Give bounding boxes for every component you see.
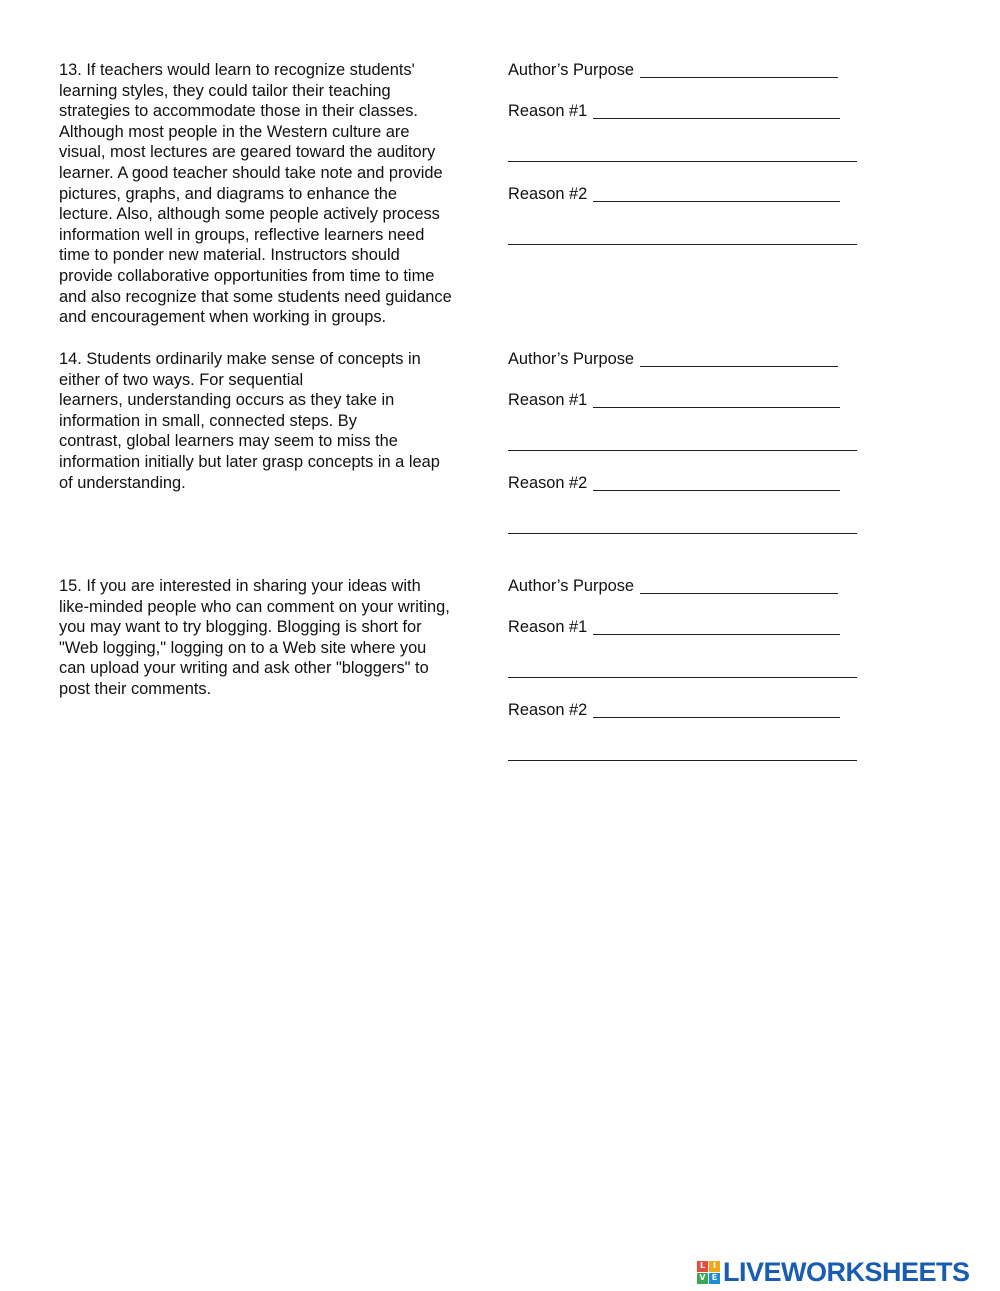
- passage-line: 15. If you are interested in sharing your ideas with: [59, 577, 421, 595]
- passage-line: time to ponder new material. Instructors should: [59, 246, 400, 265]
- reason-2-label: Reason #2: [508, 474, 588, 492]
- passage-14: [59, 349, 499, 493]
- passage-line: learners, understanding occurs as they take in: [59, 391, 395, 410]
- reason-1-input[interactable]: [593, 389, 840, 408]
- reason-2-input[interactable]: [593, 699, 840, 718]
- passage-line: learner. A good teacher should take note and provide: [59, 163, 443, 182]
- reason-2-row: [508, 698, 840, 720]
- logo-text: LIVEWORKSHEETS: [723, 1256, 970, 1287]
- reason-1-label: Reason #1: [508, 102, 588, 120]
- passage-13: [59, 60, 499, 328]
- passage-line: post their comments.: [59, 679, 212, 698]
- reason-1-continuation-input[interactable]: [508, 141, 857, 162]
- passage-line: visual, most lectures are geared toward the auditory: [59, 143, 436, 162]
- logo-mark-icon: [697, 1261, 720, 1284]
- passage-line: Although most people in the Western culture are: [59, 122, 410, 141]
- logo-mark-cell: E: [709, 1273, 720, 1284]
- reason-1-row: [508, 388, 840, 410]
- reason-2-row: [508, 182, 840, 204]
- passage-15: [59, 576, 499, 700]
- authors-purpose-label: Author’s Purpose: [508, 350, 635, 368]
- reason-2-continuation-input[interactable]: [508, 740, 857, 761]
- reason-2-label: Reason #2: [508, 701, 588, 719]
- passage-line: strategies to accommodate those in their classes.: [59, 102, 418, 121]
- reason-2-continuation-input[interactable]: [508, 513, 857, 534]
- passage-line: "Web logging," logging on to a Web site where you: [59, 638, 427, 657]
- passage-line: like-minded people who can comment on your writing,: [59, 597, 450, 616]
- logo-mark-cell: L: [697, 1261, 708, 1272]
- authors-purpose-label: Author’s Purpose: [508, 577, 635, 595]
- reason-2-row: [508, 471, 840, 493]
- passage-line: pictures, graphs, and diagrams to enhance the: [59, 184, 398, 203]
- reason-1-continuation-input[interactable]: [508, 657, 857, 678]
- passage-line: and also recognize that some students need guidance: [59, 287, 452, 306]
- passage-line: can upload your writing and ask other "bloggers" to: [59, 659, 429, 678]
- liveworksheets-logo: [697, 1257, 970, 1287]
- passage-line: provide collaborative opportunities from time to time: [59, 266, 435, 285]
- reason-2-input[interactable]: [593, 472, 840, 491]
- authors-purpose-row: [508, 347, 838, 369]
- passage-line: lecture. Also, although some people actively process: [59, 205, 440, 224]
- passage-line: learning styles, they could tailor their teaching: [59, 81, 391, 100]
- passage-line: information well in groups, reflective learners need: [59, 225, 425, 244]
- passage-line: contrast, global learners may seem to miss the: [59, 432, 398, 451]
- reason-1-label: Reason #1: [508, 391, 588, 409]
- reason-2-continuation-input[interactable]: [508, 224, 857, 245]
- reason-1-continuation-input[interactable]: [508, 430, 857, 451]
- passage-line: information initially but later grasp concepts in a leap: [59, 452, 440, 471]
- authors-purpose-row: [508, 574, 838, 596]
- reason-1-row: [508, 615, 840, 637]
- authors-purpose-input[interactable]: [640, 575, 838, 594]
- authors-purpose-label: Author’s Purpose: [508, 61, 635, 79]
- passage-line: 13. If teachers would learn to recognize students': [59, 61, 415, 79]
- passage-line: either of two ways. For sequential: [59, 370, 304, 389]
- passage-line: 14. Students ordinarily make sense of concepts in: [59, 350, 421, 368]
- reason-1-input[interactable]: [593, 616, 840, 635]
- authors-purpose-input[interactable]: [640, 348, 838, 367]
- reason-1-label: Reason #1: [508, 618, 588, 636]
- passage-line: you may want to try blogging. Blogging is short for: [59, 618, 422, 637]
- passage-line: of understanding.: [59, 473, 186, 492]
- reason-1-row: [508, 99, 840, 121]
- reason-2-input[interactable]: [593, 183, 840, 202]
- passage-line: information in small, connected steps. By: [59, 411, 357, 430]
- logo-mark-cell: I: [709, 1261, 720, 1272]
- passage-line: and encouragement when working in groups.: [59, 308, 387, 327]
- logo-mark-cell: V: [697, 1273, 708, 1284]
- authors-purpose-row: [508, 58, 838, 80]
- reason-1-input[interactable]: [593, 100, 840, 119]
- reason-2-label: Reason #2: [508, 185, 588, 203]
- authors-purpose-input[interactable]: [640, 59, 838, 78]
